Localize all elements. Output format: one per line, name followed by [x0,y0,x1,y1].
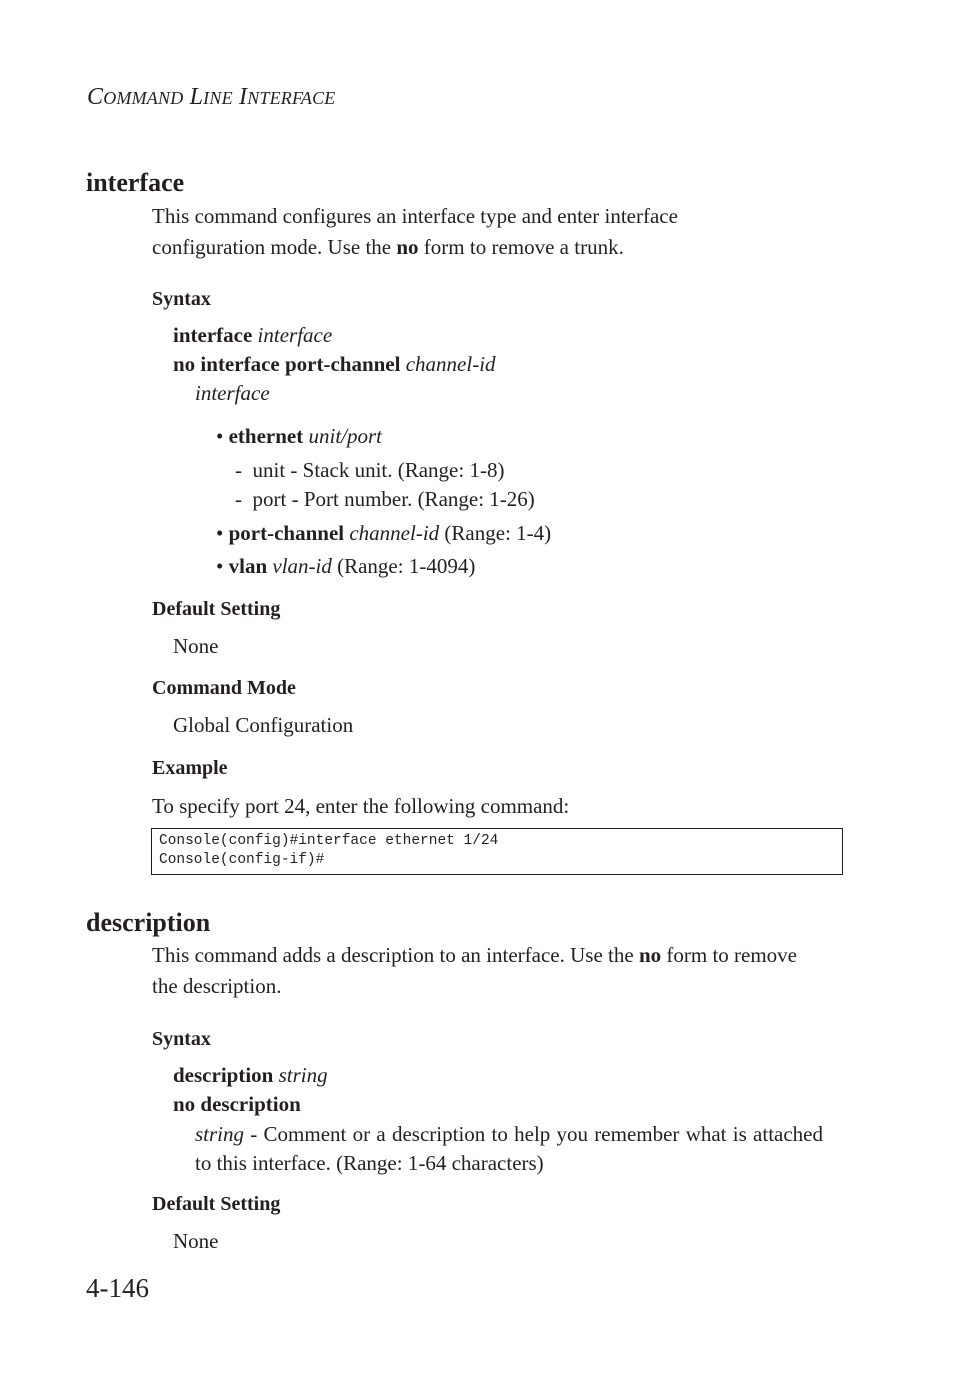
syntax-line-interface: interface interface [173,323,333,347]
bullet-vlan: • vlan vlan-id (Range: 1-4094) [216,554,476,578]
bullet-ethernet: • ethernet unit/port [216,424,383,448]
page-number: 4-146 [86,1273,149,1303]
description-description: This command adds a description to an interface. Use the no form to remove the description. [152,943,797,998]
section-title-interface: interface [86,168,185,197]
example-heading: Example [152,757,228,779]
dash-item-port: - port - Port number. (Range: 1-26) [235,487,535,511]
syntax-heading: Syntax [152,288,211,310]
section-title-description: description [86,908,211,937]
example-intro: To specify port 24, enter the following command: [152,794,570,818]
syntax-heading: Syntax [152,1028,211,1050]
bullet-port-channel: • port-channel channel-id (Range: 1-4) [216,521,552,545]
default-setting-heading: Default Setting [152,598,281,620]
code-line: Console(config)#interface ethernet 1/24 [159,833,499,849]
default-setting-value: None [173,1229,219,1253]
dash-item-unit: - unit - Stack unit. (Range: 1-8) [235,458,505,482]
syntax-line-description: description string [173,1063,328,1087]
syntax-line-no-interface: no interface port-channel channel-id [173,352,496,376]
default-setting-heading: Default Setting [152,1193,281,1215]
command-mode-heading: Command Mode [152,677,296,699]
code-line: Console(config-if)# [159,852,325,868]
running-head: COMMAND LINE INTERFACE [87,84,336,110]
param-name: interface [195,381,270,405]
syntax-line-no-description: no description [173,1092,301,1116]
param-string-description: string - Comment or a description to help you remember what is attached to this interface. (Range: 1-64 characters) [195,1122,823,1175]
default-setting-value: None [173,634,219,658]
command-mode-value: Global Configuration [173,713,354,737]
interface-description: This command configures an interface type and enter interface configuration mode. Use the no form to remove a trunk. [152,204,678,259]
